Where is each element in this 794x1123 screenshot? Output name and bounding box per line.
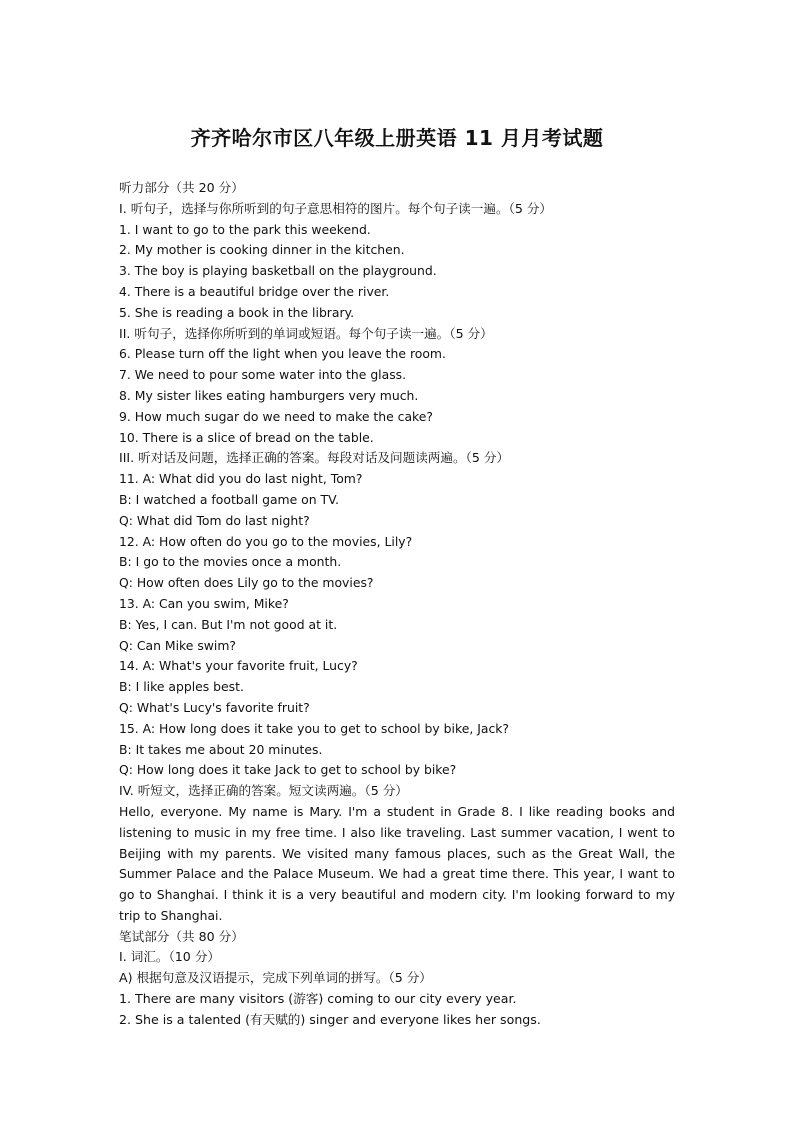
exam-line: B: I watched a football game on TV. xyxy=(119,491,339,507)
exam-line: 2. She is a talented (有天赋的) singer and everyone likes her songs. xyxy=(119,1011,541,1027)
exam-line: 15. A: How long does it take you to get to school by bike, Jack? xyxy=(119,720,510,736)
exam-line: 12. A: How often do you go to the movies, Lily? xyxy=(119,533,413,549)
exam-line: 笔试部分（共 80 分） xyxy=(119,928,244,944)
exam-line: B: I go to the movies once a month. xyxy=(119,554,342,570)
exam-line: Q: How long does it take Jack to get to school by bike? xyxy=(119,762,457,778)
exam-line: 14. A: What's your favorite fruit, Lucy? xyxy=(119,658,358,674)
exam-line: 9. How much sugar do we need to make the cake? xyxy=(119,408,433,424)
exam-line: 11. A: What did you do last night, Tom? xyxy=(119,471,363,487)
exam-content xyxy=(119,178,675,1031)
exam-line: 1. There are many visitors (游客) coming to our city every year. xyxy=(119,991,517,1007)
exam-line: B: Yes, I can. But I'm not good at it. xyxy=(119,616,338,632)
exam-line: I. 词汇。（10 分） xyxy=(119,949,221,965)
exam-line: A) 根据句意及汉语提示，完成下列单词的拼写。（5 分） xyxy=(119,970,432,986)
exam-line: II. 听句子，选择你所听到的单词或短语。每个句子读一遍。（5 分） xyxy=(119,325,493,341)
exam-line: IV. 听短文，选择正确的答案。短文读两遍。（5 分） xyxy=(119,783,408,799)
exam-line: Q: What's Lucy's favorite fruit? xyxy=(119,699,310,715)
listening-section xyxy=(119,178,675,802)
exam-line: 4. There is a beautiful bridge over the river. xyxy=(119,283,390,299)
exam-line: 听力部分（共 20 分） xyxy=(119,180,244,195)
exam-line: 8. My sister likes eating hamburgers very much. xyxy=(119,387,419,403)
exam-line: 7. We need to pour some water into the glass. xyxy=(119,367,407,383)
exam-line: B: It takes me about 20 minutes. xyxy=(119,741,323,757)
exam-line: 5. She is reading a book in the library. xyxy=(119,304,355,320)
exam-line: Q: What did Tom do last night? xyxy=(119,512,310,528)
exam-line: 13. A: Can you swim, Mike? xyxy=(119,595,289,611)
exam-line: Q: Can Mike swim? xyxy=(119,637,237,653)
exam-line: 6. Please turn off the light when you leave the room. xyxy=(119,346,446,362)
exam-line: 2. My mother is cooking dinner in the kitchen. xyxy=(119,242,405,258)
exam-line: 10. There is a slice of bread on the table. xyxy=(119,429,374,445)
exam-line: I. 听句子，选择与你所听到的句子意思相符的图片。每个句子读一遍。（5 分） xyxy=(119,200,553,216)
page-title: 齐齐哈尔市区八年级上册英语 11 月月考试题 xyxy=(190,126,604,150)
exam-line: 1. I want to go to the park this weekend. xyxy=(119,221,371,237)
exam-line: III. 听对话及问题，选择正确的答案。每段对话及问题读两遍。（5 分） xyxy=(119,450,510,466)
writing-section xyxy=(119,927,675,1031)
passage-paragraph: Hello, everyone. My name is Mary. I'm a student in Grade 8. I like reading books and listening to music in my free time. I also like traveling. Last summer vacation, I went to Beijing with my parents. We visited many famous places, such as the Great Wall, the Summer Palace and the Palace Museum. We had a great time there. This year, I want to go to Shanghai. I think it is a very beautiful and modern city. I'm looking forward to my trip to Shanghai. xyxy=(119,803,675,923)
exam-line: 3. The boy is playing basketball on the playground. xyxy=(119,263,437,279)
exam-line: B: I like apples best. xyxy=(119,679,244,695)
exam-line: Q: How often does Lily go to the movies? xyxy=(119,575,374,591)
